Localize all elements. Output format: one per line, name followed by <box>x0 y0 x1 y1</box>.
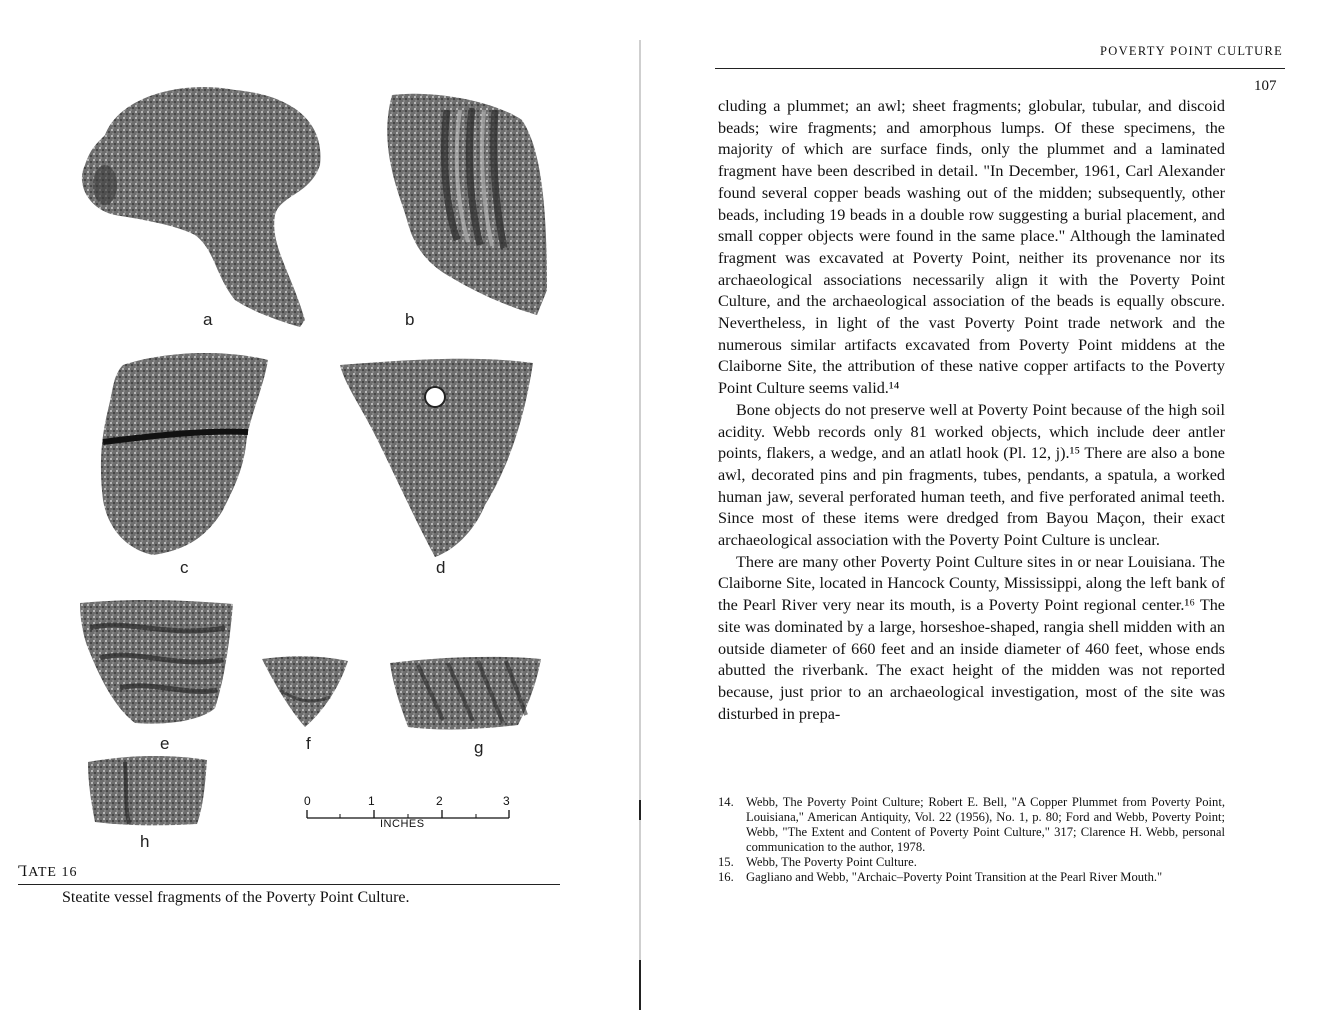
paragraph: cluding a plummet; an awl; sheet fragments; globular, tubular, and discoid beads; wire fragments; and amorphous lumps. Of these specimens, the majority of which are surface finds, only the plummet and a laminated fragment have been described in detail. "In December, 1961, Carl Alexander found several copper beads washing out of the midden; subsequently, other beads, including 19 beads in a double row suggesting a burial placement, and small copper objects were found in the same place." Although the laminated fragment was excavated at Poverty Point, neither its provenance nor its archaeological associations necessarily align it with the Poverty Point Culture, and the archaeological association of the beads is equally obscure. Nevertheless, in light of the vast Poverty Point trade network and the numerous similar artifacts excavated from Poverty Point middens at the Claiborne Site, the attribution of these native copper artifacts to the Poverty Point Culture seems valid.¹⁴ <box>718 97 1225 398</box>
scale-tick-1: 1 <box>368 794 375 808</box>
inches-scale-bar <box>298 794 512 834</box>
right-page <box>645 0 1320 1020</box>
fragment-b-image <box>372 90 552 320</box>
footnote-number: 16. <box>718 870 734 884</box>
paragraph: There are many other Poverty Point Culture sites in or near Louisiana. The Claiborne Site, located in Hancock County, Mississippi, along the left bank of the Pearl River very near its mouth, is a Poverty Point regional center.¹⁶ The site was dominated by a large, horseshoe-shaped, rangia shell midden with an outside diameter of 660 feet and an inside diameter of 460 feet, whose ends abutted the riverbank. The exact height of the midden was not reported because, just prior to an archaeological investigation, most of the site was disturbed in prepa- <box>718 552 1225 723</box>
fragment-c-label: c <box>180 558 189 577</box>
footnotes <box>718 795 1225 885</box>
scale-unit: INCHES <box>380 818 425 830</box>
left-page <box>0 0 640 1020</box>
footnote-text: Webb, The Poverty Point Culture; Robert E. Bell, "A Copper Plummet from Poverty Point, Louisiana," American Antiquity, Vol. 22 (1956), No. 1, p. 80; Ford and Webb, Poverty Point; Webb, "The Extent and Content of Poverty Point Culture," 317; Clarence H. Webb, personal communication to the author, 1978. <box>746 795 1225 854</box>
footnote <box>718 855 1225 870</box>
footnote-text: Gagliano and Webb, "Archaic–Poverty Point Transition at the Pearl River Mouth." <box>746 870 1163 884</box>
fragment-a-label: a <box>203 310 213 329</box>
fragment-f-image <box>260 655 350 730</box>
paragraph: Bone objects do not preserve well at Poverty Point because of the high soil acidity. Webb records only 81 worked objects, which include deer antler points, flakers, a wedge, and an atlatl hook (Pl. 12, j).¹⁵ There are also a bone awl, decorated pins and pin fragments, tubes, pendants, a spatula, a worked human jaw, several perforated human teeth, and five perforated animal teeth. Since most of these items were dredged from Bayou Maçon, their exact archaeological association with the Poverty Point Culture is unclear. <box>718 400 1225 550</box>
book-gutter <box>639 40 641 1010</box>
fragment-d-image <box>335 355 535 560</box>
footnote-number: 15. <box>718 855 734 869</box>
fragment-a-image <box>75 75 325 330</box>
header-rule <box>715 68 1285 69</box>
scale-tick-2: 2 <box>436 794 443 808</box>
fragment-g-image <box>388 655 543 735</box>
fragment-d-label: d <box>436 558 446 577</box>
fragment-g-label: g <box>474 738 484 757</box>
fragment-c-image <box>98 350 273 560</box>
footnote <box>718 870 1225 885</box>
figure-caption: Steatite vessel fragments of the Poverty Point Culture. <box>62 889 410 906</box>
running-head: POVERTY POINT CULTURE <box>1100 44 1284 58</box>
page-number: 107 <box>1254 78 1277 94</box>
fragment-e-label: e <box>160 734 170 753</box>
caption-rule <box>18 884 560 885</box>
footnote-text: Webb, The Poverty Point Culture. <box>746 855 917 869</box>
fragment-f-label: f <box>306 734 311 753</box>
scale-tick-3: 3 <box>503 794 510 808</box>
fragment-h-image <box>85 752 210 827</box>
footnote <box>718 795 1225 855</box>
plate-label: ꞀATE 16 <box>18 865 78 880</box>
fragment-e-image <box>75 598 235 728</box>
footnote-number: 14. <box>718 795 734 809</box>
scale-tick-0: 0 <box>304 794 311 808</box>
fragment-b-label: b <box>405 310 415 329</box>
body-text <box>718 96 1225 725</box>
fragment-h-label: h <box>140 832 150 851</box>
